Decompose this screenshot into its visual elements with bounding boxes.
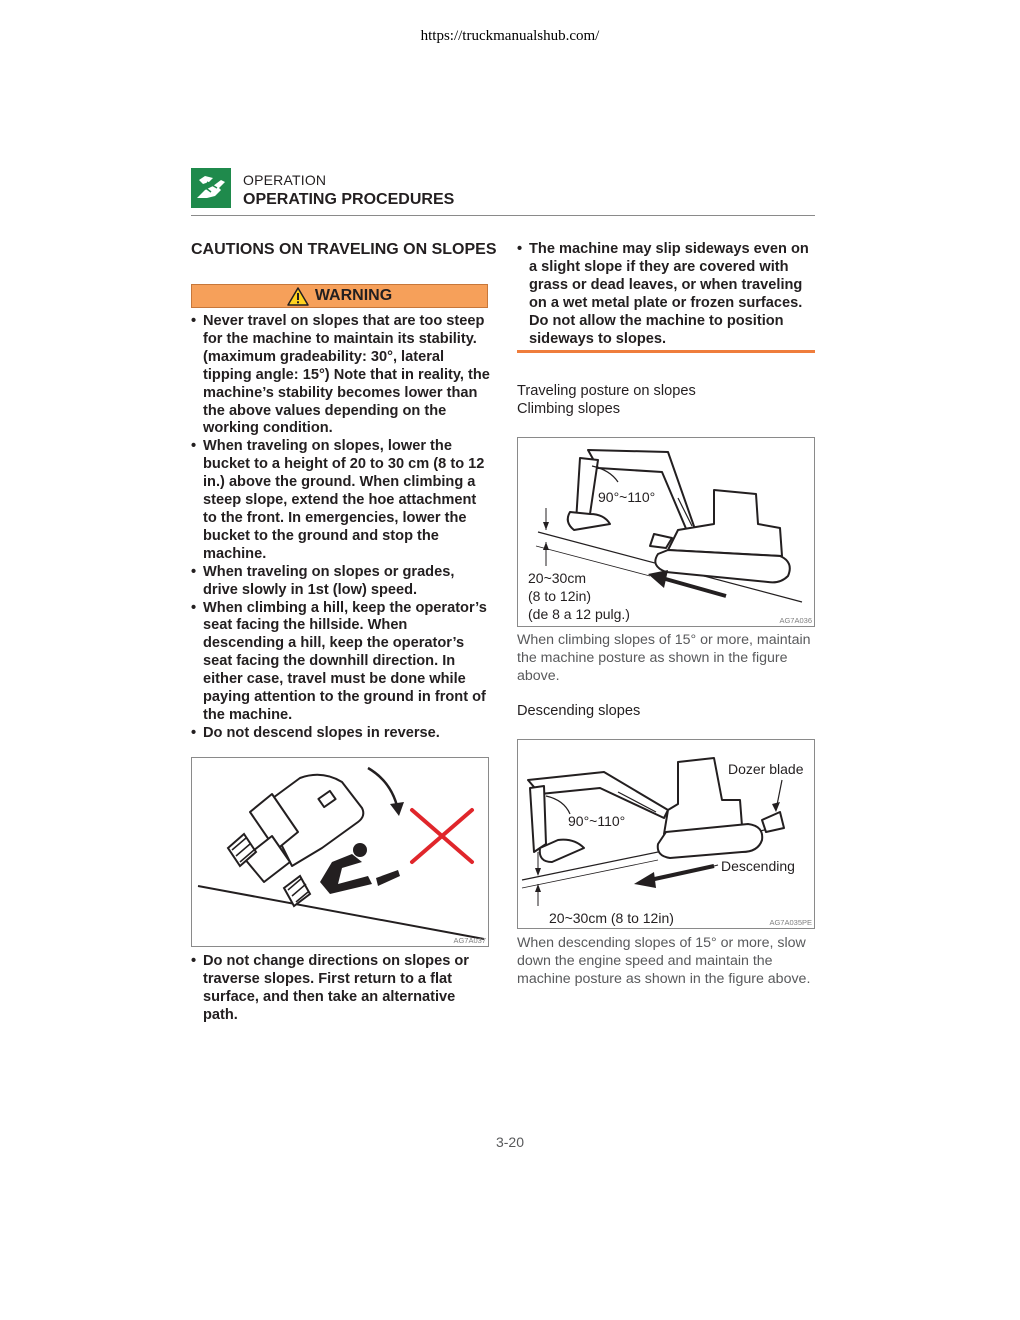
climb-height-line2: (8 to 12in) bbox=[528, 588, 592, 604]
bullet-list-after-figure bbox=[191, 953, 491, 1025]
warning-bullet: • Never travel on slopes that are too steep for the machine to maintain its stability. (maximum gradeability: 30°, lateral tipping angle: 15°) Note that in reality, the machine’s stability becomes lower than the above values depending on the working condition. bbox=[191, 313, 491, 438]
prohibit-x-icon bbox=[412, 810, 472, 862]
right-bullet-list bbox=[517, 241, 817, 348]
climbing-heading: Climbing slopes bbox=[517, 401, 621, 417]
posture-heading: Traveling posture on slopes bbox=[517, 383, 696, 399]
climb-height-line1: 20~30cm bbox=[528, 570, 586, 586]
source-url: https://truckmanualshub.com/ bbox=[420, 28, 600, 44]
warning-bullet: • Do not descend slopes in reverse. bbox=[191, 725, 491, 743]
warning-label: WARNING bbox=[314, 287, 393, 304]
bullet: • The machine may slip sideways even on a slight slope if they are covered with grass or dead leaves, or when traveling on a wet metal plate or frozen surfaces. Do not allow the machine to position sideways to slopes. bbox=[517, 241, 817, 348]
dozer-blade-label: Dozer blade bbox=[728, 761, 804, 777]
header-section: OPERATION bbox=[243, 172, 327, 188]
figure-code: AG7A036 bbox=[779, 616, 812, 625]
warning-bullet: • When climbing a hill, keep the operator’s seat facing the hillside. When descending a hill, keep the operator’s seat facing the downhill direction. In either case, travel must be done while paying attention to the ground in front of the machine. bbox=[191, 600, 491, 725]
bullet: • Do not change directions on slopes or traverse slopes. First return to a flat surface, and then take an alternative path. bbox=[191, 953, 491, 1025]
descend-height-label: 20~30cm (8 to 12in) bbox=[549, 910, 674, 926]
climb-angle-label: 90°~110° bbox=[598, 489, 656, 505]
warning-banner bbox=[191, 284, 488, 308]
climb-caption: When climbing slopes of 15° or more, maintain the machine posture as shown in the figure above. bbox=[517, 632, 811, 684]
header-title: OPERATING PROCEDURES bbox=[243, 191, 455, 208]
descending-label: Descending bbox=[721, 858, 795, 874]
figure-tipping bbox=[191, 757, 489, 947]
warning-bullet: • When traveling on slopes or grades, drive slowly in 1st (low) speed. bbox=[191, 564, 491, 600]
figure-code: AG7A037 bbox=[453, 936, 486, 945]
operation-hand-icon bbox=[191, 168, 231, 208]
descending-heading: Descending slopes bbox=[517, 703, 641, 719]
climb-height-line3: (de 8 a 12 pulg.) bbox=[528, 606, 630, 622]
warning-triangle-icon bbox=[287, 287, 309, 306]
warning-bullet: • When traveling on slopes, lower the bucket to a height of 20 to 30 cm (8 to 12 in.) above the ground. When climbing a steep slope, extend the hoe attachment to the front. In emergencies, lower the bucket to the ground and stop the machine. bbox=[191, 438, 491, 563]
section-title: CAUTIONS ON TRAVELING ON SLOPES bbox=[191, 241, 497, 258]
page-number: 3-20 bbox=[495, 1134, 525, 1150]
figure-descending bbox=[517, 739, 815, 929]
tipping-excavator-illustration bbox=[192, 758, 488, 946]
descend-caption: When descending slopes of 15° or more, slow down the engine speed and maintain the machine posture as shown in the figure above. bbox=[517, 935, 811, 987]
descend-angle-label: 90°~110° bbox=[568, 813, 626, 829]
warning-bullet-list bbox=[191, 313, 491, 743]
warning-end-rule bbox=[517, 350, 815, 353]
figure-code: AG7A035PE bbox=[769, 918, 812, 927]
header-divider bbox=[191, 215, 815, 216]
figure-climbing bbox=[517, 437, 815, 627]
